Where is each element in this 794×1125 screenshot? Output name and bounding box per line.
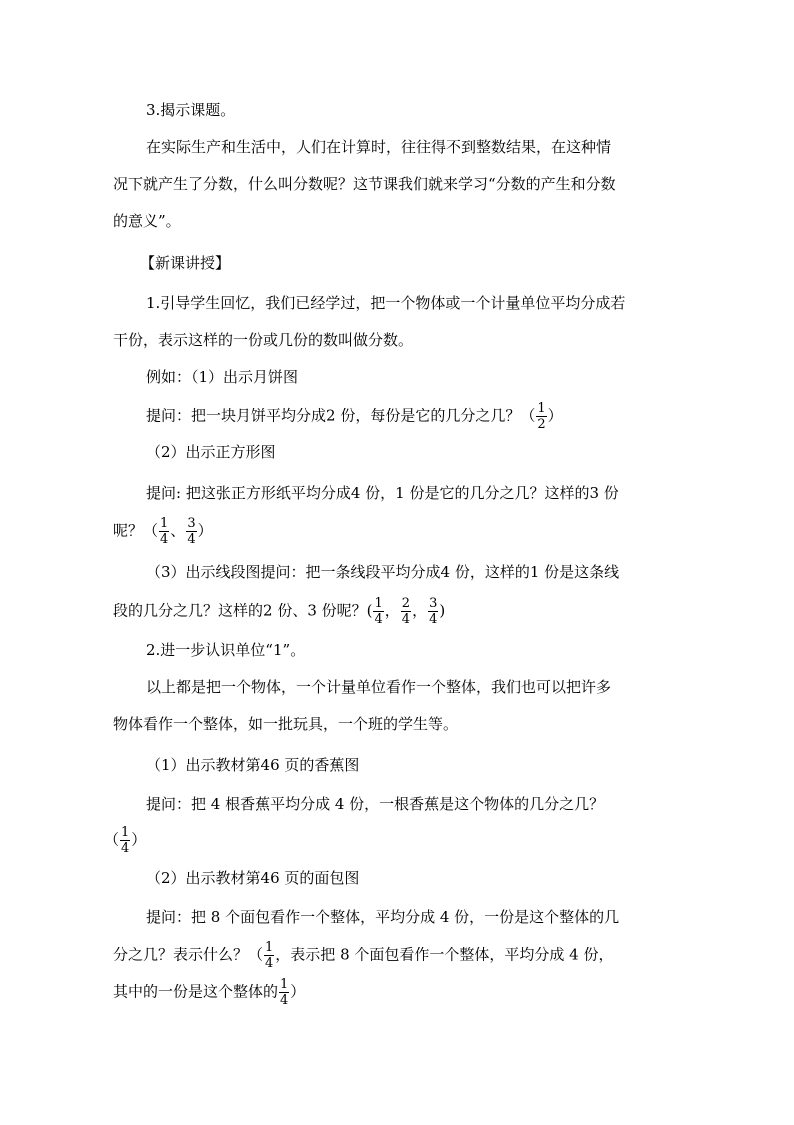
example-banana: （1）出示教材第46 页的香蕉图 — [146, 756, 360, 774]
fraction-one-quarter: $\frac{1}{4}$ — [265, 940, 274, 971]
paragraph-line: 物体看作一个整体，如一批玩具，一个班的学生等。 — [113, 715, 459, 733]
example-2-title: （2）出示正方形图 — [146, 443, 276, 461]
fraction-three-quarters: $\frac{3}{4}$ — [429, 596, 438, 627]
paragraph-line: 干份，表示这样的一份或几份的数叫做分数。 — [113, 331, 414, 349]
section-2-title: 2.进一步认识单位“1”。 — [146, 641, 306, 659]
example-intro: 例如：（1）出示月饼图 — [146, 368, 299, 386]
question-text: 提问：把一块月饼平均分成2 份，每份是它的几分之几？（ — [146, 406, 536, 425]
fraction-two-quarters: $\frac{2}{4}$ — [401, 596, 411, 627]
fraction-one-quarter: $\frac{1}{4}$ — [121, 825, 130, 856]
paragraph-line: 况下就产生了分数，什么叫分数呢？这节课我们就来学习“分数的产生和分数 — [113, 175, 616, 193]
example-3-answer: 段的几分之几？这样的2 份、3 份呢？( $\frac{1}{4}$ ， $\frac{2}{4}$ ， $\frac{3}{4}$ ) — [113, 596, 446, 627]
question-3-line: 提问：把 4 根香蕉平均分成 4 份，一根香蕉是这个物体的几分之几？ — [146, 795, 605, 813]
question-4-line-2: 分之几？表示什么？（ $\frac{1}{4}$ ，表示把 8 个面包看作一个整体，平均分成 4 份， — [113, 940, 614, 971]
section-3-title: 3.揭示课题。 — [146, 101, 236, 119]
fraction-one-quarter: $\frac{1}{4}$ — [374, 596, 383, 627]
question-4-line: 提问：把 8 个面包看作一个整体，平均分成 4 份，一份是这个整体的几 — [146, 908, 620, 926]
question-2-line: 提问: 把这张正方形纸平均分成4 份，1 份是它的几分之几？这样的3 份 — [146, 484, 619, 502]
paragraph-line: 在实际生产和生活中，人们在计算时，往往得不到整数结果，在这种情 — [146, 138, 612, 156]
paragraph-line: 1.引导学生回忆，我们已经学过，把一个物体或一个计量单位平均分成若 — [146, 294, 626, 312]
new-lesson-heading: 【新课讲授】 — [140, 254, 231, 272]
fraction-three-quarters: $\frac{3}{4}$ — [187, 516, 196, 547]
example-bread: （2）出示教材第46 页的面包图 — [146, 869, 360, 887]
question-4-line-3: 其中的一份是这个整体的 $\frac{1}{4}$ ） — [113, 977, 306, 1008]
question-1 — [146, 401, 563, 432]
example-3-line: （3）出示线段图提问：把一条线段平均分成4 份，这样的1 份是这条线 — [146, 563, 620, 581]
question-3-answer: （ $\frac{1}{4}$ ） — [104, 825, 147, 856]
question-close: ） — [547, 406, 563, 425]
paragraph-line: 的意义”。 — [113, 212, 181, 230]
fraction-one-quarter: $\frac{1}{4}$ — [160, 516, 169, 547]
paragraph-line: 以上都是把一个物体，一个计量单位看作一个整体，我们也可以把许多 — [146, 678, 612, 696]
fraction-one-quarter: $\frac{1}{4}$ — [280, 977, 289, 1008]
question-2-answer: 呢？（ $\frac{1}{4}$ 、 $\frac{3}{4}$ ） — [113, 516, 213, 547]
fraction-one-half: $\frac{1}{2}$ — [537, 401, 546, 432]
